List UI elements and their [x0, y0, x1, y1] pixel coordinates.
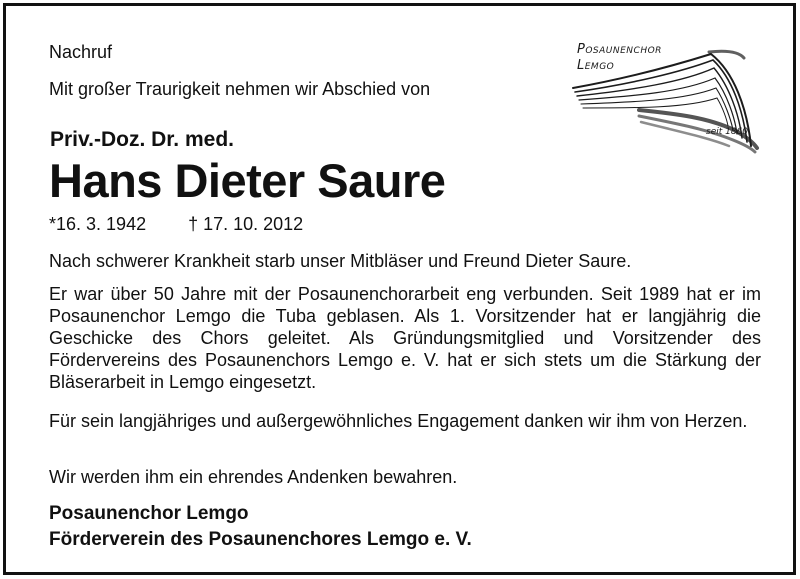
paragraph-2: Er war über 50 Jahre mit der Posaunenchorarbeit eng verbunden. Seit 1989 hat er im Posaunenchor Lemgo die Tuba geblasen. Als 1. Vorsitzender hat er langjährig die Geschicke des Chors geleitet. Als Gründungsmitglied und Vorsitzender des Fördervereins des Posaunenchors Lemgo e. V. hat er sich stets um die Stärkung der Bläserarbeit in Lemgo eingesetzt.: [49, 284, 761, 392]
logo-line-1: Posaunenchor: [577, 42, 662, 57]
death-date: † 17. 10. 2012: [188, 214, 304, 234]
intro-text: Mit großer Traurigkeit nehmen wir Abschied von: [49, 79, 431, 99]
birth-date: *16. 3. 1942: [49, 214, 147, 234]
notice-label: Nachruf: [49, 42, 113, 62]
notice-frame: [3, 3, 796, 575]
signature-association: Förderverein des Posaunenchores Lemgo e. V.: [49, 529, 472, 550]
deceased-name: Hans Dieter Saure: [49, 154, 446, 207]
paragraph-1: Nach schwerer Krankheit starb unser Mitbläser und Freund Dieter Saure.: [49, 251, 632, 271]
paragraph-4: Wir werden ihm ein ehrendes Andenken bewahren.: [49, 467, 458, 487]
choir-logo: [569, 34, 769, 162]
logo-title: [577, 42, 662, 74]
signature-choir: Posaunenchor Lemgo: [49, 503, 249, 524]
life-dates: [49, 213, 303, 235]
logo-since: seit 1860: [706, 127, 749, 137]
honorific-title: Priv.-Doz. Dr. med.: [50, 128, 234, 151]
logo-line-2: Lemgo: [577, 58, 615, 73]
paragraph-3: Für sein langjähriges und außergewöhnliches Engagement danken wir ihm von Herzen.: [49, 411, 748, 431]
